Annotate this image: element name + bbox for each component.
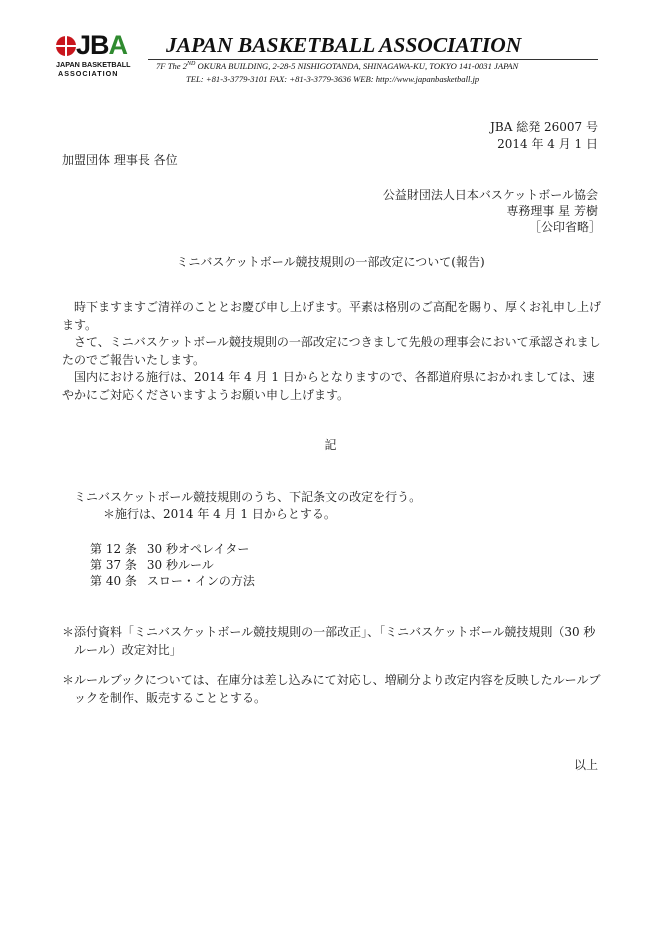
document-date: 2014 年 4 月 1 日 bbox=[497, 137, 598, 151]
revision-intro: ミニバスケットボール競技規則のうち、下記条文の改定を行う。 bbox=[74, 490, 422, 504]
ki-heading: 記 bbox=[324, 438, 337, 452]
logo-subtitle-line1: JAPAN BASKETBALL bbox=[56, 60, 131, 69]
addressee: 加盟団体 理事長 各位 bbox=[62, 153, 178, 167]
jba-logo bbox=[56, 30, 136, 80]
article-row bbox=[90, 557, 214, 574]
sender-title-name: 専務理事 星 芳樹 bbox=[506, 204, 598, 218]
article-number: 第 40 条 bbox=[90, 574, 137, 588]
document-number: JBA 総発 26007 号 bbox=[490, 120, 598, 134]
organization-address: 7F The 2ND OKURA BUILDING, 2-28-5 NISHIGOTANDA, SHINAGAWA-KU, TOKYO 141-0031 JAPAN bbox=[156, 61, 519, 71]
article-title: 30 秒オペレイター bbox=[146, 542, 250, 556]
article-title: 30 秒ルール bbox=[146, 558, 214, 572]
body-paragraph-greeting: 時下ますますご清祥のこととお慶び申し上げます。平素は格別のご高配を賜り、厚くお礼申し上げます。 bbox=[62, 300, 602, 332]
article-number: 第 37 条 bbox=[90, 558, 137, 572]
body-paragraph-report: さて、ミニバスケットボール競技規則の一部改定につきまして先般の理事会において承認されましたのでご報告いたします。 bbox=[62, 335, 601, 367]
sender-organization: 公益財団法人日本バスケットボール協会 bbox=[382, 188, 598, 202]
body-paragraph-request: 国内における施行は、2014 年 4 月 1 日からとなりますので、各都道府県におかれましては、速やかにご対応くださいますようお願い申し上げます。 bbox=[62, 370, 595, 402]
article-row bbox=[90, 573, 255, 590]
article-title: スロー・インの方法 bbox=[146, 574, 255, 588]
note-rulebook: ＊ルールブックについては、在庫分は差し込みにて対応し、増刷分より改定内容を反映したルールブックを制作、販売することとする。 bbox=[62, 673, 601, 705]
subject-line: ミニバスケットボール競技規則の一部改定について(報告) bbox=[176, 255, 485, 269]
organization-title: JAPAN BASKETBALL ASSOCIATION bbox=[166, 33, 522, 57]
logo-letters: JBA bbox=[76, 30, 128, 60]
article-row bbox=[90, 541, 249, 558]
closing-remark: 以上 bbox=[573, 758, 598, 772]
note-attachments: ＊添付資料「ミニバスケットボール競技規則の一部改正」、「ミニバスケットボール競技規則（30 秒ルール）改定対比」 bbox=[62, 625, 596, 657]
enforcement-note: ＊施行は、2014 年 4 月 1 日からとする。 bbox=[103, 507, 336, 521]
logo-subtitle-line2: ASSOCIATION bbox=[58, 69, 119, 78]
header-divider bbox=[148, 59, 598, 60]
basketball-icon bbox=[56, 36, 76, 56]
seal-omitted-note: ［公印省略］ bbox=[528, 220, 601, 234]
article-number: 第 12 条 bbox=[90, 542, 137, 556]
organization-contact: TEL: +81-3-3779-3101 FAX: +81-3-3779-3636 WEB: http://www.japanbasketball.jp bbox=[186, 74, 480, 84]
